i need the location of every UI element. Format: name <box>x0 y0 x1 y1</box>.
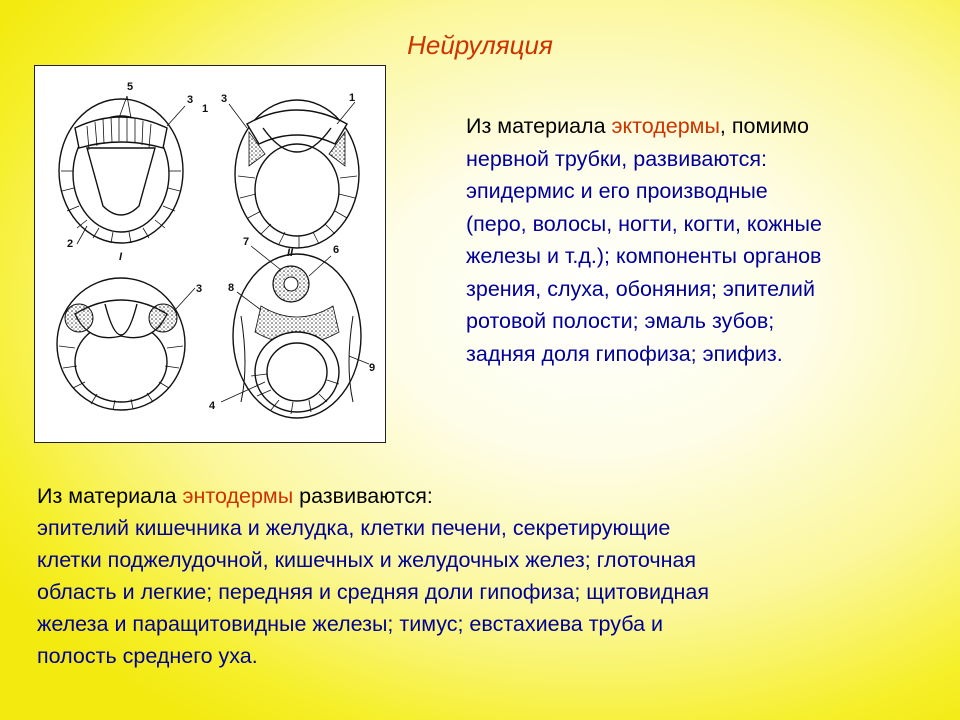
ectoderm-line: нервной трубки, развиваются: <box>466 146 767 171</box>
ectoderm-line: ротовой полости; эмаль зубов; <box>466 309 775 333</box>
endoderm-intro-end: развиваются: <box>293 484 433 508</box>
diagram-panel-3 <box>57 278 195 410</box>
ectoderm-line: железы и т.д.); компоненты органов <box>466 244 822 268</box>
endoderm-line: железа и паращитовидные железы; тимус; евстахиева труба и <box>37 612 664 636</box>
ectoderm-intro: Из материала <box>466 114 612 138</box>
label-9: 9 <box>369 362 376 374</box>
endoderm-intro-line <box>37 480 937 512</box>
label-6: 6 <box>333 244 340 256</box>
ectoderm-line: задняя доля гипофиза; эпифиз. <box>466 341 783 366</box>
ectoderm-intro-line <box>466 110 936 143</box>
diagram-panel-1 <box>59 96 185 244</box>
ectoderm-line: эпидермис и его производные <box>466 179 768 203</box>
ectoderm-term: эктодермы <box>611 114 720 138</box>
endoderm-line: клетки поджелудочной, кишечных и желудочных желез; глоточная <box>37 548 697 572</box>
endoderm-intro: Из материала <box>37 484 183 508</box>
diagram-panel-4 <box>221 246 369 418</box>
ectoderm-line: зрения, слуха, обоняния; эпителий <box>466 276 815 301</box>
ectoderm-text <box>466 110 936 370</box>
ectoderm-intro-end: , помимо <box>719 114 809 138</box>
neurulation-figure <box>34 65 386 443</box>
label-2: 2 <box>67 238 74 250</box>
label-3-b: 3 <box>221 93 228 105</box>
label-4: 4 <box>209 400 216 412</box>
label-roman-1: I <box>119 251 123 263</box>
label-5: 5 <box>127 81 134 93</box>
ectoderm-line: (перо, волосы, ногти, когти, кожные <box>466 211 822 236</box>
endoderm-text <box>37 480 937 672</box>
endoderm-line: область и легкие; передняя и средняя доли гипофиза; щитовидная <box>37 580 709 604</box>
endoderm-term: энтодермы <box>182 484 294 508</box>
label-1-b: 1 <box>349 92 356 104</box>
neurulation-diagram <box>35 66 385 442</box>
label-8: 8 <box>228 282 235 294</box>
label-3-a: 3 <box>187 94 194 106</box>
label-roman-2: II <box>287 247 294 259</box>
label-7: 7 <box>243 236 250 248</box>
diagram-panel-2 <box>229 100 359 248</box>
slide-title: Нейруляция <box>407 30 553 60</box>
label-1-a: 1 <box>202 103 209 115</box>
endoderm-line: эпителий кишечника и желудка, клетки печени, секретирующие <box>37 516 671 540</box>
endoderm-line: полость среднего уха. <box>37 644 258 668</box>
label-3-c: 3 <box>196 283 203 295</box>
